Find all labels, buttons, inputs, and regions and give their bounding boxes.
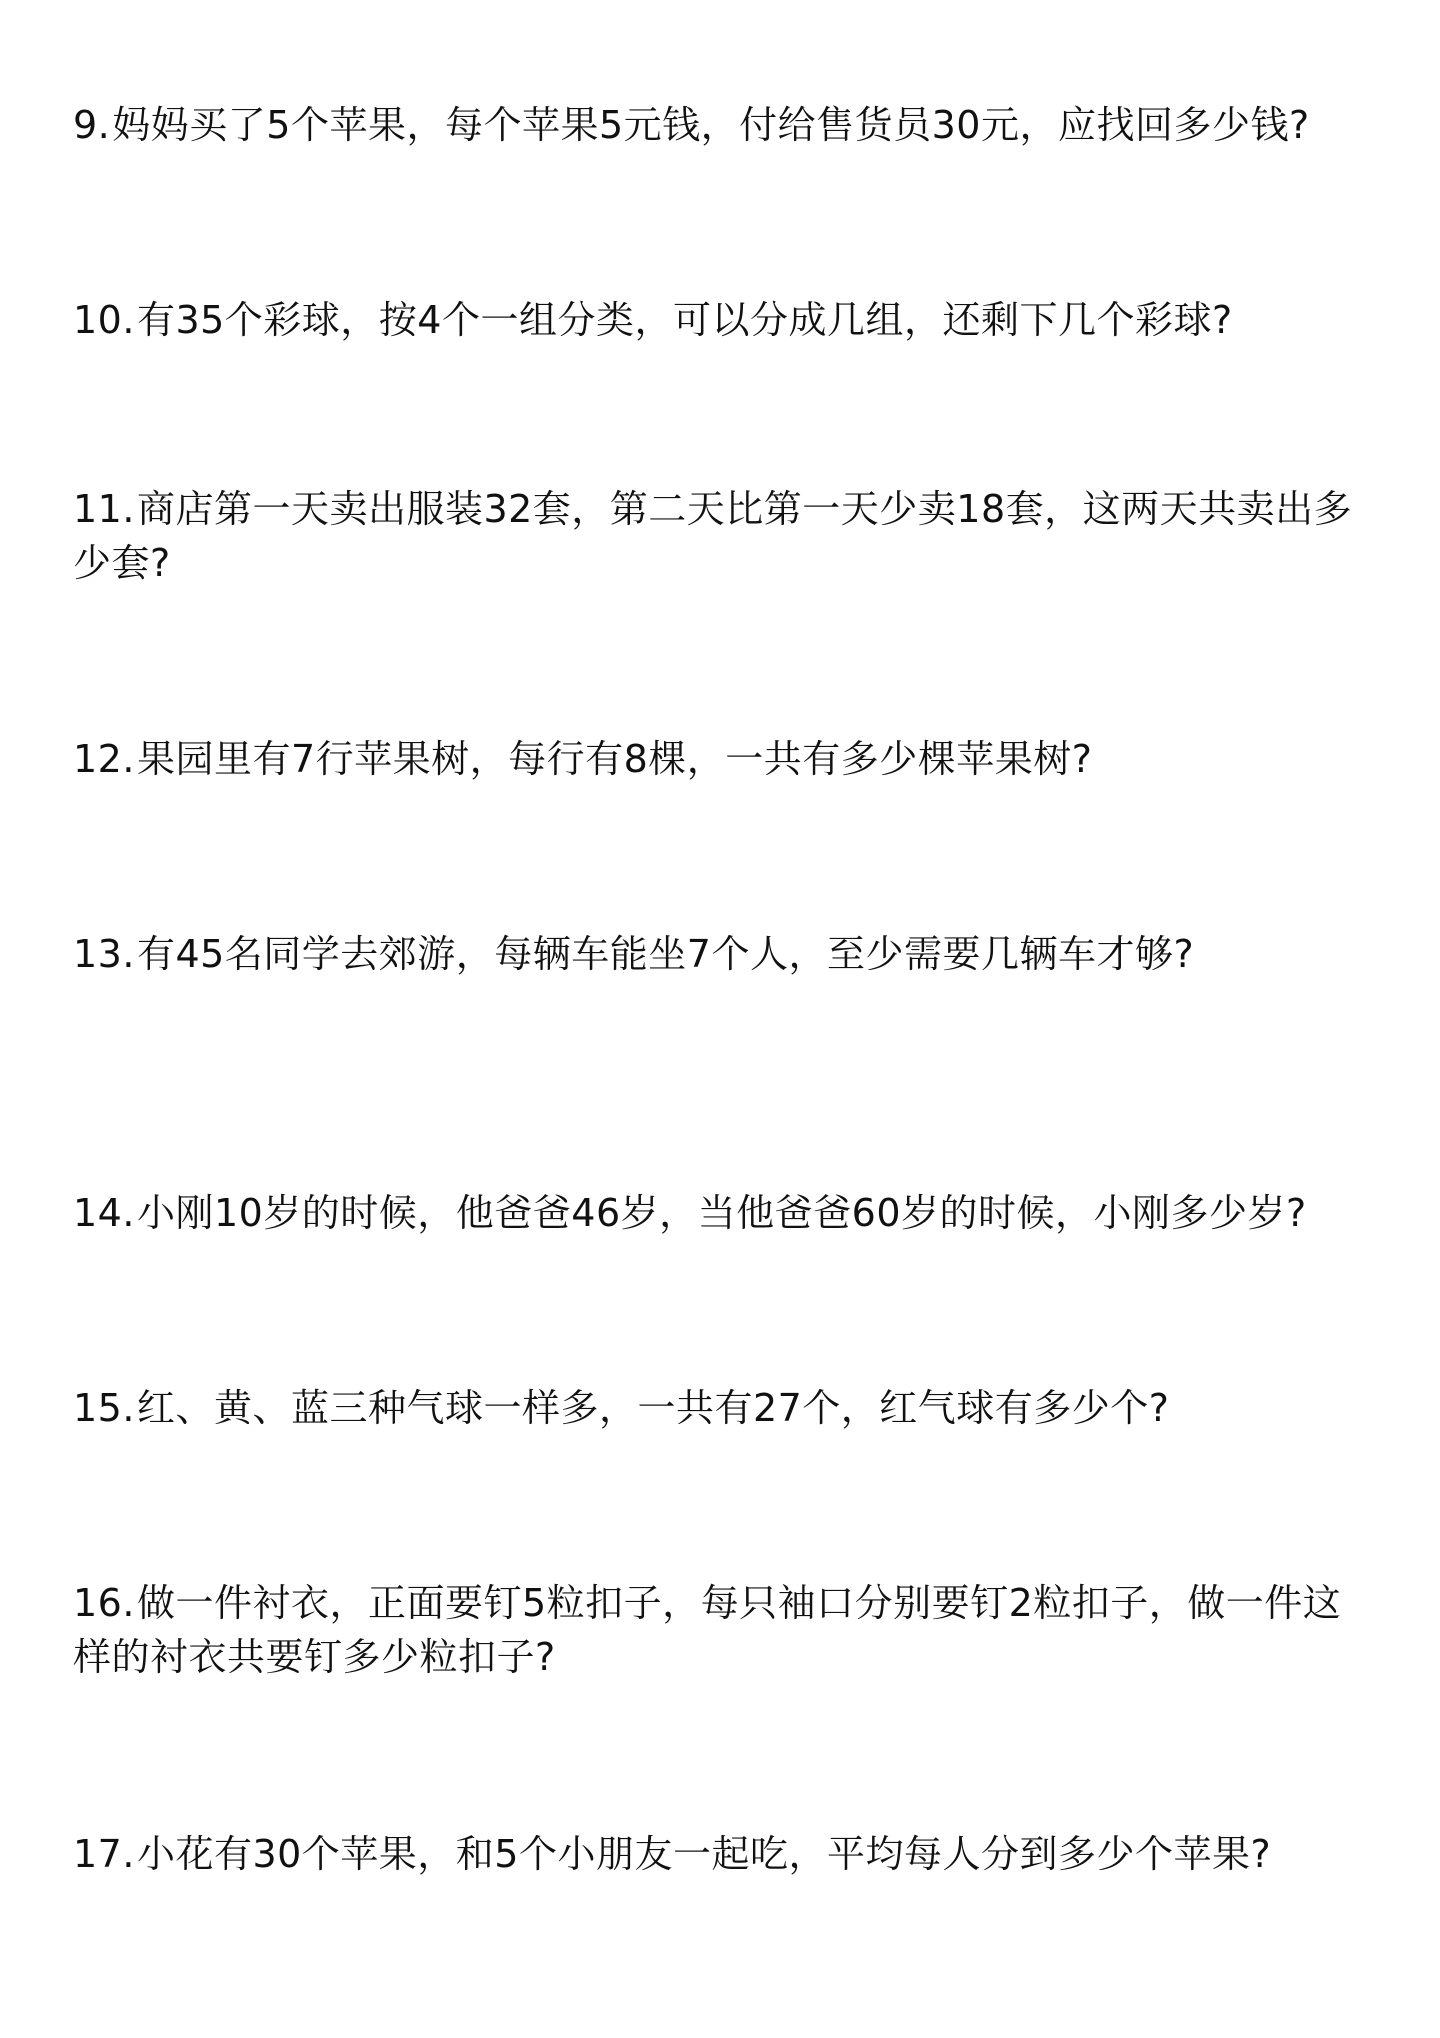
problem-text: 红、黄、蓝三种气球一样多，一共有27个，红气球有多少个? <box>136 1386 1170 1430</box>
problem-text: 有35个彩球，按4个一组分类，可以分成几组，还剩下几个彩球? <box>136 298 1233 342</box>
problem-number: 12. <box>73 737 135 781</box>
problem-number: 17. <box>73 1832 135 1876</box>
problem-number: 9. <box>73 103 111 147</box>
problem-text: 小刚10岁的时候，他爸爸46岁，当他爸爸60岁的时候，小刚多少岁? <box>136 1191 1307 1235</box>
problem-17 <box>73 1827 1373 1881</box>
problem-text: 有45名同学去郊游，每辆车能坐7个人，至少需要几辆车才够? <box>136 932 1195 976</box>
problem-text: 做一件衬衣，正面要钉5粒扣子，每只袖口分别要钉2粒扣子，做一件这样的衬衣共要钉多少粒扣子? <box>73 1581 1342 1679</box>
problem-12 <box>73 732 1373 786</box>
problem-number: 10. <box>73 298 135 342</box>
problem-number: 16. <box>73 1581 135 1625</box>
problem-number: 15. <box>73 1386 135 1430</box>
problem-number: 14. <box>73 1191 135 1235</box>
problem-13 <box>73 927 1373 981</box>
problem-text: 商店第一天卖出服装32套，第二天比第一天少卖18套，这两天共卖出多少套? <box>73 487 1353 585</box>
problem-text: 果园里有7行苹果树，每行有8棵，一共有多少棵苹果树? <box>136 737 1093 781</box>
problem-11 <box>73 482 1373 590</box>
problem-15 <box>73 1381 1373 1435</box>
problem-10 <box>73 293 1373 347</box>
problem-9 <box>73 98 1373 152</box>
problem-number: 11. <box>73 487 135 531</box>
problem-text: 小花有30个苹果，和5个小朋友一起吃，平均每人分到多少个苹果? <box>136 1832 1272 1876</box>
problem-text: 妈妈买了5个苹果，每个苹果5元钱，付给售货员30元，应找回多少钱? <box>112 103 1310 147</box>
problem-number: 13. <box>73 932 135 976</box>
problem-16 <box>73 1576 1373 1684</box>
problem-14 <box>73 1186 1373 1240</box>
